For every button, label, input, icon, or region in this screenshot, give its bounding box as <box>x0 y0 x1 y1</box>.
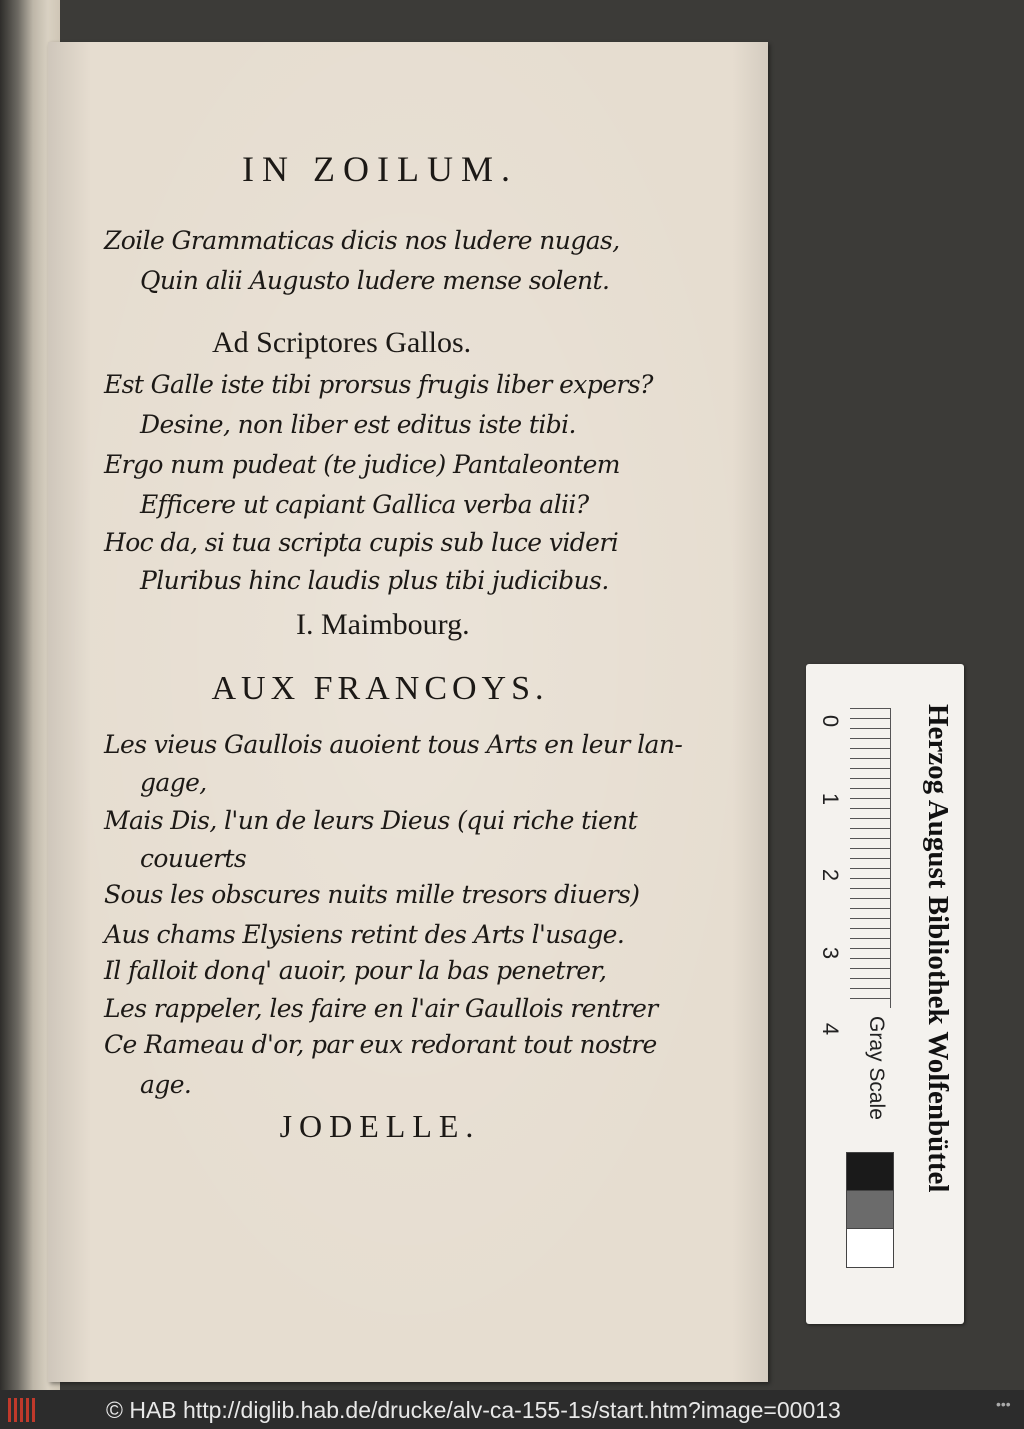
swatch-gray <box>846 1190 894 1230</box>
verse-line: Mais Dis, l'un de leurs Dieus (qui riche tient <box>104 806 638 835</box>
citation-link[interactable]: © HAB http://diglib.hab.de/drucke/alv-ca-155-1s/start.htm?image=00013 <box>106 1397 841 1423</box>
section-heading: AUX FRANCOYS. <box>211 670 549 707</box>
ruler-number: 4 <box>818 1022 844 1036</box>
verse-line: Hoc da, si tua scripta cupis sub luce videri <box>104 528 619 557</box>
signature: JODELLE. <box>279 1108 481 1144</box>
verse-line: Efficere ut capiant Gallica verba alii? <box>140 490 589 519</box>
ruler-number: 3 <box>818 946 844 960</box>
verse-line: Ergo num pudeat (te judice) Pantaleontem <box>104 450 620 479</box>
gray-scale-label: Gray Scale <box>865 1016 888 1120</box>
verse-line: Desine, non liber est editus iste tibi. <box>140 410 576 439</box>
institution-label: Herzog August Bibliothek Wolfenbüttel <box>922 704 954 1193</box>
ruler-ticks <box>850 708 890 1008</box>
section-heading: Ad Scriptores Gallos. <box>212 326 472 359</box>
verse-line: Les rappeler, les faire en l'air Gaullois rentrer <box>104 994 658 1023</box>
verse-line: Pluribus hinc laudis plus tibi judicibus. <box>140 566 609 595</box>
verse-line: Sous les obscures nuits mille tresors diuers) <box>104 880 640 909</box>
verse-line: couuerts <box>140 844 247 873</box>
page-title: IN ZOILUM. <box>242 149 518 189</box>
verse-line: Il falloit donq' auoir, pour la bas penetrer, <box>104 956 607 985</box>
more-icon[interactable]: ••• <box>996 1396 1011 1412</box>
footer-bar <box>0 1390 1024 1429</box>
verse-line: age. <box>140 1070 192 1099</box>
swatch-white <box>846 1228 894 1268</box>
verse-line: Aus chams Elysiens retint des Arts l'usage. <box>104 920 625 949</box>
verse-line: Est Galle iste tibi prorsus frugis liber expers? <box>104 370 653 399</box>
signature: I. Maimbourg. <box>296 608 470 641</box>
verse-line: Quin alii Augusto ludere mense solent. <box>140 266 610 295</box>
swatch-black <box>846 1152 894 1192</box>
color-scale-ruler <box>806 664 964 1324</box>
verse-line: gage, <box>140 768 207 797</box>
ruler-baseline <box>890 708 891 1008</box>
verse-line: Ce Rameau d'or, par eux redorant tout nostre <box>104 1030 657 1059</box>
ruler-number: 2 <box>818 868 844 882</box>
ruler-number: 1 <box>818 792 844 806</box>
verse-line: Zoile Grammaticas dicis nos ludere nugas, <box>104 226 620 255</box>
ruler-number: 0 <box>818 714 844 728</box>
hab-logo-icon <box>8 1398 38 1422</box>
verse-line: Les vieus Gaullois auoient tous Arts en leur lan- <box>104 730 683 759</box>
